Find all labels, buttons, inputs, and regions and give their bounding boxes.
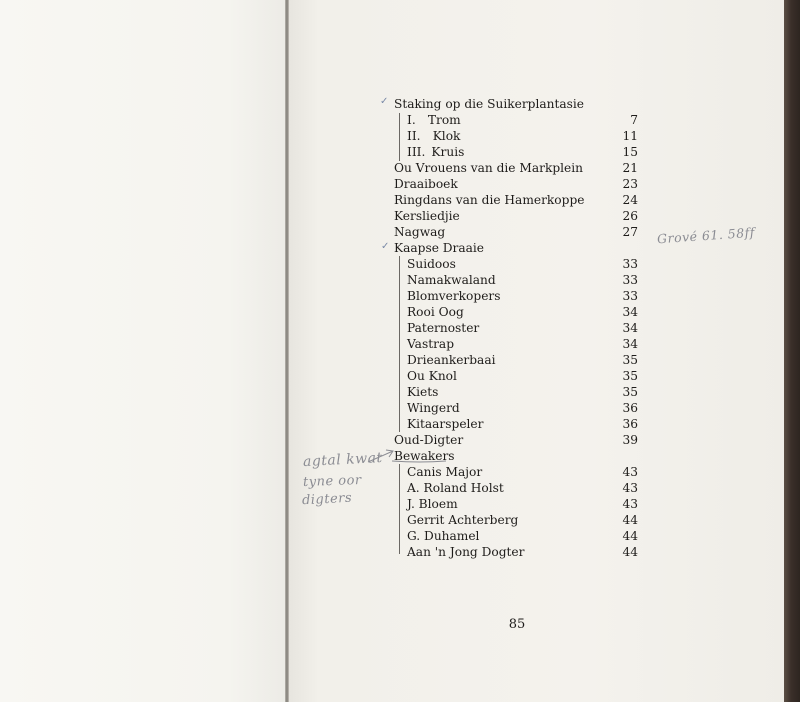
entry-title: Oud-Digter: [394, 433, 464, 447]
entry-page: 35: [622, 369, 638, 383]
entry-title: Kitaarspeler: [407, 417, 484, 431]
entry-title: Kaapse Draaie: [394, 241, 485, 255]
entry-title: Namakwaland: [407, 273, 496, 287]
entry-page: 23: [622, 177, 638, 191]
entry-page: 34: [622, 321, 638, 335]
entry-page: 34: [622, 337, 638, 351]
page-number: 85: [508, 617, 526, 632]
entry-title: Staking op die Suikerplantasie: [394, 97, 584, 111]
entry-title: I. Trom: [407, 113, 461, 127]
entry-title: Bewakers: [394, 449, 455, 463]
entry-page: 21: [622, 161, 638, 175]
entry-title: Ou Vrouens van die Markplein: [394, 161, 583, 175]
entry-title: G. Duhamel: [407, 529, 480, 543]
left-margin-note-line: digters: [301, 490, 353, 509]
entry-page: 44: [622, 545, 638, 559]
entry-page: 33: [622, 257, 638, 271]
entry-page: 43: [622, 481, 638, 495]
entry-title: Drieankerbaai: [407, 353, 496, 367]
check-mark-icon: ✓: [380, 96, 389, 107]
entry-title: Gerrit Achterberg: [407, 513, 519, 527]
entry-page: 35: [622, 385, 638, 399]
entry-title: Suidoos: [407, 257, 456, 271]
entry-page: 33: [622, 289, 638, 303]
entry-page: 44: [622, 529, 638, 543]
entry-page: 33: [622, 273, 638, 287]
entry-page: 34: [622, 305, 638, 319]
entry-title: Draaiboek: [394, 177, 458, 191]
entry-page: 39: [622, 433, 638, 447]
entry-title: Vastrap: [407, 337, 454, 351]
entry-title: Canis Major: [407, 465, 483, 479]
entry-title: Aan 'n Jong Dogter: [407, 545, 525, 559]
entry-page: 7: [630, 113, 638, 127]
entry-title: Ringdans van die Hamerkoppe: [394, 193, 585, 207]
check-mark-icon: ✓: [381, 241, 390, 252]
entry-title: Rooi Oog: [407, 305, 464, 319]
entry-page: 15: [622, 145, 638, 159]
entry-title: II. Klok: [407, 129, 461, 143]
entry-title: Ou Knol: [407, 369, 457, 383]
entry-title: A. Roland Holst: [407, 481, 504, 495]
entry-page: 36: [622, 417, 638, 431]
entry-title: Paternoster: [407, 321, 480, 335]
left-margin-note-line: agtal kwat: [302, 449, 384, 471]
entry-page: 26: [622, 209, 638, 223]
entry-title: Kiets: [407, 385, 439, 399]
entry-title: III. Kruis: [407, 145, 465, 159]
left-margin-note-line: tyne oor: [302, 472, 362, 491]
entry-page: 35: [622, 353, 638, 367]
right-margin-note: Grové 61. 58ff: [656, 224, 756, 247]
entry-page: 27: [622, 225, 638, 239]
entry-title: Nagwag: [394, 225, 446, 239]
entry-title: Blomverkopers: [407, 289, 501, 303]
entry-page: 24: [622, 193, 638, 207]
entry-page: 43: [622, 497, 638, 511]
entry-title: Wingerd: [407, 401, 460, 415]
entry-page: 43: [622, 465, 638, 479]
entry-title: Kersliedjie: [394, 209, 460, 223]
entry-title: J. Bloem: [407, 497, 458, 511]
entry-page: 36: [622, 401, 638, 415]
entry-page: 11: [622, 129, 638, 143]
entry-page: 44: [622, 513, 638, 527]
